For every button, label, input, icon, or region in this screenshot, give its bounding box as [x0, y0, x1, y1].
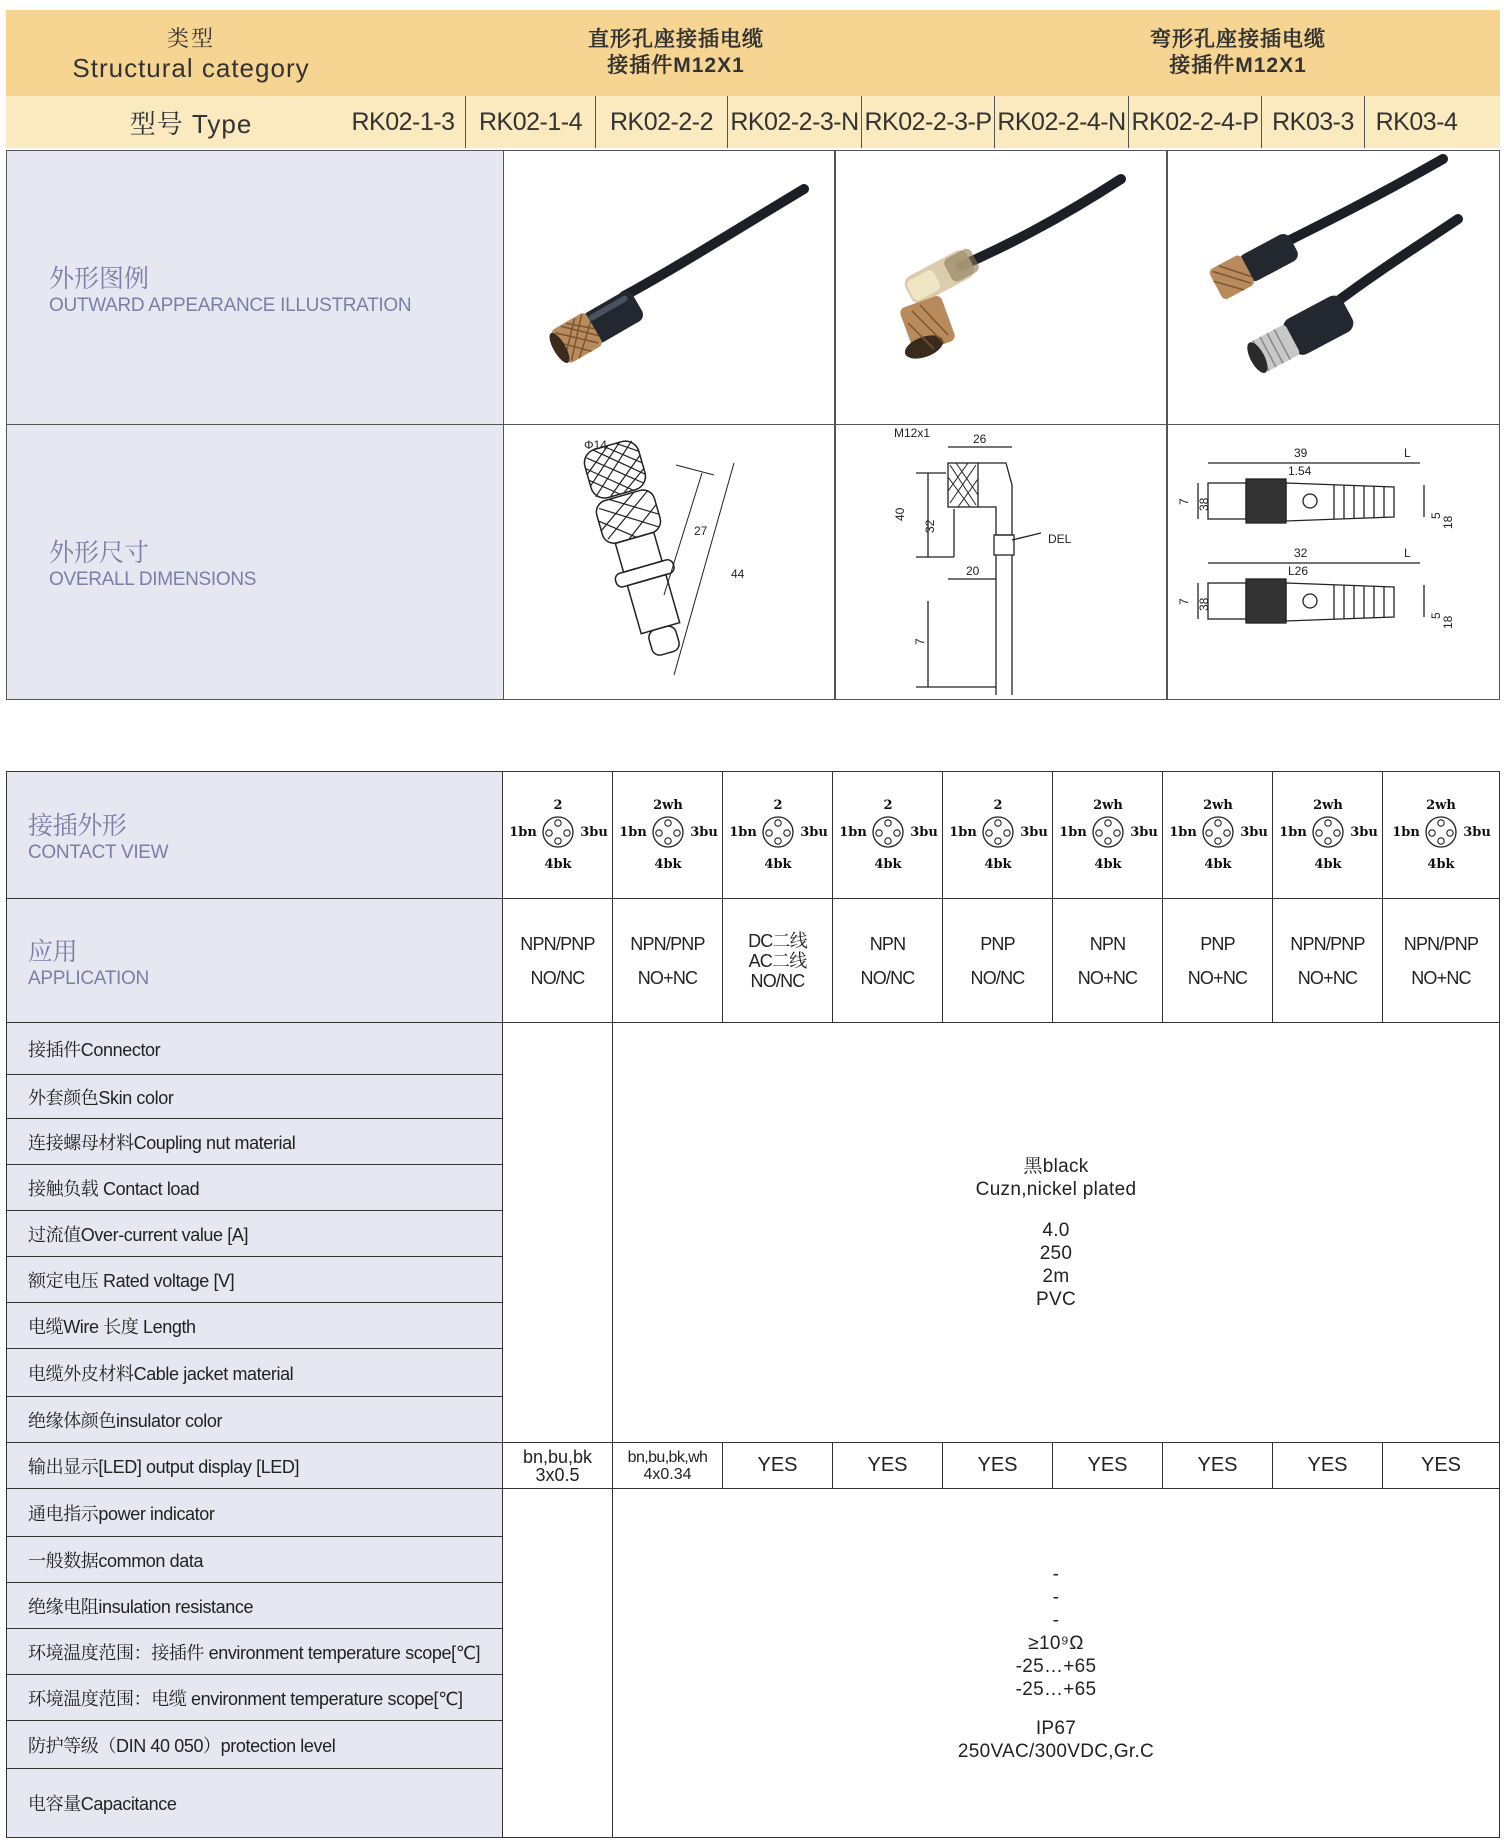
- dim-angled-7: 7: [913, 638, 927, 645]
- pin-diagram-icon: [833, 790, 943, 880]
- application-output: NO+NC: [637, 967, 698, 988]
- pin-diagram-icon: [943, 790, 1053, 880]
- appearance-label-en: OUTWARD APPEARANCE ILLUSTRATION: [49, 294, 412, 316]
- dim-double-18-bot: 18: [1441, 615, 1455, 629]
- merged-spec-block-upper: [613, 1023, 1499, 1443]
- contact-view-label-zh: 接插外形: [28, 812, 127, 840]
- spec-label-skin-color: 外套颜色Skin color: [7, 1075, 503, 1119]
- dim-double-7-top: 7: [1177, 498, 1191, 505]
- application-signal: PNP: [1200, 933, 1235, 954]
- double-connector-drawing: [1167, 424, 1500, 700]
- category-en: Structural category: [72, 53, 310, 83]
- pin-bottom-label: 4bk: [1427, 857, 1455, 872]
- contact-view-cell: [1053, 772, 1163, 899]
- contact-view-cell: [613, 772, 723, 899]
- application-cell: [833, 899, 943, 1023]
- dim-double-154: 1.54: [1288, 464, 1312, 478]
- type-label-cell: [6, 96, 376, 148]
- led-yes-cell: YES: [1273, 1443, 1383, 1489]
- spec-label-led-output: 输出显示[LED] output display [LED]: [7, 1443, 503, 1489]
- merged1-line-1: Cuzn,nickel plated: [975, 1178, 1137, 1200]
- model-rk02-1-3: RK02-1-3: [351, 107, 455, 136]
- pin-left-label: 1bn: [948, 825, 977, 840]
- dim-double-32: 32: [1294, 546, 1308, 560]
- led-cell-2-line2: 4x0.34: [643, 1465, 692, 1483]
- pin-diagram-icon: [1053, 790, 1163, 880]
- model-rk02-2-4-p: RK02-2-4-P: [1128, 96, 1261, 148]
- pin-bottom-label: 4bk: [983, 857, 1012, 872]
- pin-left-label: 1bn: [728, 825, 757, 840]
- dimensions-label-zh: 外形尺寸: [49, 539, 150, 567]
- pin-right-label: 3bu: [1463, 825, 1491, 840]
- led-yes-cell: YES: [833, 1443, 943, 1489]
- dim-double-7-bot: 7: [1177, 598, 1191, 605]
- pin-diagram-icon: [1386, 790, 1496, 880]
- dim-straight-44: 44: [731, 567, 745, 581]
- dim-angled-32: 32: [923, 519, 937, 533]
- spec-label-rated-voltage: 额定电压 Rated voltage [V]: [7, 1257, 503, 1303]
- spec-label-cable-jacket: 电缆外皮材料Cable jacket material: [7, 1349, 503, 1397]
- led-yes-cell: YES: [1383, 1443, 1499, 1489]
- application-signal: NPN: [1089, 933, 1126, 954]
- merged2-line-3: ≥10⁹Ω: [1028, 1633, 1084, 1654]
- led-yes-cell: YES: [723, 1443, 833, 1489]
- application-signal: NPN/PNP: [1403, 933, 1479, 954]
- contact-view-cell: [1163, 772, 1273, 899]
- pin-right-label: 3bu: [909, 825, 938, 840]
- led-cell-2: [613, 1443, 723, 1489]
- contact-view-label-cell: [7, 772, 503, 899]
- contact-view-cell: [723, 772, 833, 899]
- application-signal: NPN/PNP: [630, 933, 705, 954]
- application-cell: [723, 899, 833, 1023]
- blank-cell-col1-upper: [503, 1023, 613, 1443]
- spec-table: [6, 771, 1500, 1838]
- category-header: [6, 10, 376, 96]
- angled-connector-drawing: [835, 424, 1167, 700]
- pin-top-label: 2wh: [1092, 798, 1123, 813]
- double-ended-cable-connector-photo: [1167, 150, 1500, 425]
- application-line: DC二线: [748, 930, 807, 951]
- pin-right-label: 3bu: [1349, 825, 1378, 840]
- pin-top-label: 2: [552, 798, 563, 813]
- application-output: NO/NC: [970, 967, 1025, 988]
- dim-double-39: 39: [1294, 446, 1308, 460]
- straight-cable-connector-photo: [503, 150, 835, 425]
- dim-double-18-top: 18: [1441, 515, 1455, 529]
- pin-right-label: 3bu: [1129, 825, 1158, 840]
- model-rk02-2-2: RK02-2-2: [595, 96, 727, 148]
- dim-straight-27: 27: [694, 524, 708, 538]
- contact-view-cell: [1383, 772, 1499, 899]
- dim-double-38-top: 38: [1197, 497, 1211, 511]
- application-cell: [503, 899, 613, 1023]
- application-output: NO+NC: [1187, 967, 1248, 988]
- pin-top-label: 2wh: [1426, 798, 1456, 813]
- category-zh: 类型: [166, 26, 215, 51]
- pin-top-label: 2: [772, 798, 783, 813]
- pin-right-label: 3bu: [579, 825, 608, 840]
- led-cell-1: [503, 1443, 613, 1489]
- model-rk03-3: RK03-3: [1261, 96, 1364, 148]
- straight-connector-drawing: [503, 424, 835, 700]
- pin-top-label: 2: [882, 798, 893, 813]
- angled-cable-connector-photo: [835, 150, 1167, 425]
- spec-label-insulation-resistance: 绝缘电阻insulation resistance: [7, 1583, 503, 1629]
- dim-angled-del: DEL: [1048, 532, 1072, 546]
- dimensions-label-cell: [6, 424, 504, 700]
- dim-double-5-bot: 5: [1429, 612, 1443, 619]
- spec-label-wire-length: 电缆Wire 长度 Length: [7, 1303, 503, 1349]
- merged1-line-0: 黑black: [1023, 1155, 1089, 1177]
- pin-right-label: 3bu: [1239, 825, 1268, 840]
- merged1-line-6: PVC: [1036, 1288, 1076, 1310]
- pin-bottom-label: 4bk: [1203, 857, 1232, 872]
- application-cell: [1053, 899, 1163, 1023]
- merged1-line-5: 2m: [1042, 1265, 1070, 1287]
- contact-view-cell: [943, 772, 1053, 899]
- pin-top-label: 2wh: [1312, 798, 1343, 813]
- merged1-line-4: 250: [1039, 1242, 1073, 1264]
- dim-angled-26: 26: [973, 432, 987, 446]
- group-bent-line1: 弯形孔座接插电缆: [1150, 28, 1326, 51]
- pin-right-label: 3bu: [799, 825, 828, 840]
- application-signal: NPN: [869, 933, 906, 954]
- group-straight: [376, 10, 976, 96]
- application-output: NO+NC: [1077, 967, 1138, 988]
- model-rk03-4: RK03-4: [1364, 96, 1468, 148]
- merged2-line-8: 250VAC/300VDC,Gr.C: [957, 1741, 1155, 1762]
- pin-diagram-icon: [1273, 790, 1383, 880]
- led-cell-1-line2: 3x0.5: [535, 1464, 580, 1485]
- application-cell: [1383, 899, 1499, 1023]
- pin-top-label: 2wh: [1202, 798, 1233, 813]
- model-rk02-1-4: RK02-1-4: [465, 96, 595, 148]
- pin-bottom-label: 4bk: [543, 857, 572, 872]
- pin-left-label: 1bn: [1278, 825, 1307, 840]
- group-straight-line2: 接插件M12X1: [607, 54, 745, 77]
- pin-bottom-label: 4bk: [873, 857, 902, 872]
- contact-view-cell: [833, 772, 943, 899]
- application-signal: NPN/PNP: [520, 933, 595, 954]
- pin-right-label: 3bu: [689, 825, 718, 840]
- application-output: NO/NC: [860, 967, 915, 988]
- pin-left-label: 1bn: [508, 825, 537, 840]
- pin-bottom-label: 4bk: [763, 857, 792, 872]
- merged-spec-block-lower: [613, 1489, 1499, 1837]
- spec-label-protection-level: 防护等级（DIN 40 050）protection level: [7, 1721, 503, 1769]
- application-line: AC二线: [748, 950, 807, 971]
- dim-straight-dia: Φ14: [584, 438, 607, 452]
- contact-view-cell: [1273, 772, 1383, 899]
- led-yes-cell: YES: [943, 1443, 1053, 1489]
- spec-label-common-data: 一般数据common data: [7, 1537, 503, 1583]
- pin-right-label: 3bu: [1019, 825, 1048, 840]
- application-signal: NPN/PNP: [1290, 933, 1365, 954]
- pin-diagram-icon: [723, 790, 833, 880]
- pin-bottom-label: 4bk: [1093, 857, 1122, 872]
- application-cell: [943, 899, 1053, 1023]
- merged2-line-0: -: [1052, 1564, 1060, 1585]
- spec-label-over-current: 过流值Over-current value [A]: [7, 1211, 503, 1257]
- pin-left-label: 1bn: [838, 825, 867, 840]
- spec-label-insulator-color: 绝缘体颜色insulator color: [7, 1397, 503, 1443]
- application-cell: [1163, 899, 1273, 1023]
- dim-angled-40: 40: [893, 507, 907, 521]
- blank-cell-col1-lower: [503, 1489, 613, 1837]
- application-line: NO/NC: [750, 970, 805, 991]
- pin-left-label: 1bn: [1392, 825, 1420, 840]
- pin-left-label: 1bn: [1168, 825, 1197, 840]
- dim-double-5-top: 5: [1429, 512, 1443, 519]
- led-cell-2-line1: bn,bu,bk,wh: [627, 1448, 708, 1466]
- application-label-cell: [7, 899, 503, 1023]
- pin-top-label: 2: [992, 798, 1003, 813]
- model-rk02-2-3-p: RK02-2-3-P: [861, 96, 994, 148]
- led-cell-1-line1: bn,bu,bk: [522, 1446, 593, 1467]
- pin-left-label: 1bn: [618, 825, 647, 840]
- pin-diagram-icon: [613, 790, 723, 880]
- pin-diagram-icon: [503, 790, 613, 880]
- application-label-en: APPLICATION: [28, 967, 149, 989]
- spec-label-capacitance: 电容量Capacitance: [7, 1769, 503, 1837]
- dim-angled-thread: M12x1: [894, 426, 931, 440]
- merged2-line-2: -: [1052, 1610, 1060, 1631]
- pin-bottom-label: 4bk: [1313, 857, 1342, 872]
- pin-left-label: 1bn: [1058, 825, 1087, 840]
- application-cell: [613, 899, 723, 1023]
- model-rk02-2-4-n: RK02-2-4-N: [994, 96, 1128, 148]
- dim-angled-20: 20: [966, 564, 980, 578]
- application-output: NO+NC: [1297, 967, 1358, 988]
- merged2-line-4: -25…+65: [1015, 1656, 1097, 1677]
- contact-view-label-en: CONTACT VIEW: [28, 842, 169, 863]
- group-bent-line2: 接插件M12X1: [1169, 54, 1307, 77]
- pin-top-label: 2wh: [652, 798, 683, 813]
- application-signal: PNP: [980, 933, 1015, 954]
- dim-double-L-top: L: [1404, 446, 1411, 460]
- merged2-line-1: -: [1052, 1587, 1060, 1608]
- dim-double-l26: L26: [1288, 564, 1309, 578]
- type-label: 型号 Type: [129, 108, 253, 139]
- spec-label-coupling-nut: 连接螺母材料Coupling nut material: [7, 1119, 503, 1165]
- spec-label-connector: 接插件Connector: [7, 1023, 503, 1075]
- group-bent: [976, 10, 1500, 96]
- dim-double-L-bot: L: [1404, 546, 1411, 560]
- application-label-zh: 应用: [28, 937, 78, 966]
- model-rk02-2-3-n: RK02-2-3-N: [727, 96, 861, 148]
- application-output: NO/NC: [530, 967, 585, 988]
- dim-double-38-bot: 38: [1197, 597, 1211, 611]
- spec-label-temp-cable: 环境温度范围：电缆 environment temperature scope[℃]: [7, 1675, 503, 1721]
- merged1-line-3: 4.0: [1042, 1219, 1070, 1241]
- dimensions-label-en: OVERALL DIMENSIONS: [49, 569, 257, 590]
- merged2-line-7: IP67: [1035, 1718, 1077, 1739]
- group-straight-line1: 直形孔座接插电缆: [588, 28, 764, 51]
- pin-bottom-label: 4bk: [653, 857, 682, 872]
- led-yes-cell: YES: [1163, 1443, 1273, 1489]
- led-yes-cell: YES: [1053, 1443, 1163, 1489]
- spec-label-power-indicator: 通电指示power indicator: [7, 1489, 503, 1537]
- spec-label-contact-load: 接触负载 Contact load: [7, 1165, 503, 1211]
- contact-view-cell: [503, 772, 613, 899]
- application-cell: [1273, 899, 1383, 1023]
- appearance-label-cell: [6, 150, 504, 425]
- pin-diagram-icon: [1163, 790, 1273, 880]
- application-output: NO+NC: [1411, 967, 1471, 988]
- appearance-label-zh: 外形图例: [49, 264, 150, 293]
- merged2-line-5: -25…+65: [1015, 1679, 1097, 1700]
- spec-label-temp-connector: 环境温度范围：接插件 environment temperature scope[℃]: [7, 1629, 503, 1675]
